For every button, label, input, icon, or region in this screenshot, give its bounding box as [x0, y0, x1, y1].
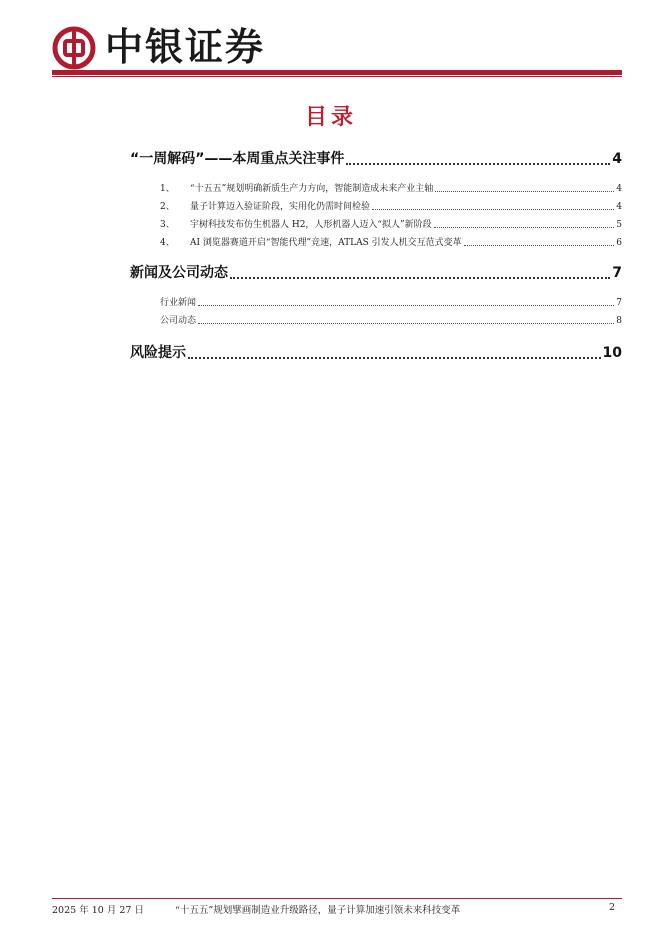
- toc-page-number: 6: [616, 238, 622, 248]
- toc-page-number: 7: [612, 265, 622, 281]
- toc-section-2[interactable]: [130, 262, 622, 282]
- toc-leader-dots: [198, 323, 614, 324]
- bank-of-china-logo-icon: [52, 26, 96, 70]
- toc-page-number: 5: [616, 220, 622, 230]
- toc-item[interactable]: [160, 295, 622, 308]
- toc-leader-dots: [230, 277, 610, 279]
- toc-section-3[interactable]: [130, 342, 622, 362]
- toc-leader-dots: [435, 191, 614, 192]
- toc-section-label: 风险提示: [130, 345, 186, 361]
- toc-item[interactable]: [160, 181, 622, 194]
- toc-leader-dots: [464, 245, 615, 246]
- toc-item-label: 宇树科技发布仿生机器人 H2，人形机器人迈入“拟人”新阶段: [190, 220, 432, 230]
- toc-item[interactable]: [160, 199, 622, 212]
- toc-section-1[interactable]: [130, 148, 622, 168]
- toc-leader-dots: [372, 209, 614, 210]
- toc-page-number: 8: [616, 316, 622, 326]
- header-divider-thin: [52, 76, 622, 77]
- toc-item-label: 公司动态: [160, 316, 197, 326]
- toc-section-label: “一周解码”——本周重点关注事件: [130, 151, 345, 167]
- footer-divider: [52, 898, 622, 899]
- toc-item-number: 3、: [160, 220, 175, 230]
- header-divider: [52, 70, 622, 75]
- toc-item[interactable]: [160, 313, 622, 326]
- toc-item-number: 1、: [160, 184, 175, 194]
- page-header: [0, 0, 662, 80]
- toc-item-label: 量子计算迈入验证阶段，实用化仍需时间检验: [190, 202, 371, 212]
- footer-report-title: “十五五”规划擘画制造业升级路径，量子计算加速引领未来科技变革: [175, 905, 461, 916]
- toc-leader-dots: [188, 357, 601, 359]
- toc-item-number: 2、: [160, 202, 175, 212]
- toc-item-label: “十五五”规划明确新质生产力方向，智能制造成未来产业主轴: [190, 184, 434, 194]
- toc-item-label: 行业新闻: [160, 298, 197, 308]
- toc-item[interactable]: [160, 217, 622, 230]
- toc-page-number: 7: [616, 298, 622, 308]
- toc-leader-dots: [198, 305, 614, 306]
- toc-leader-dots: [434, 227, 615, 228]
- toc-item[interactable]: [160, 235, 622, 248]
- toc-title: 目录: [304, 105, 357, 130]
- brand-name: 中银证券: [105, 24, 266, 69]
- toc-page-number: 10: [602, 345, 622, 361]
- toc-leader-dots: [346, 163, 610, 165]
- footer-date: 2025 年 10 月 27 日: [52, 905, 144, 916]
- footer-page-number: 2: [609, 902, 616, 913]
- toc-item-label: AI 浏览器赛道开启“智能代理”竞速，ATLAS 引发人机交互范式变革: [190, 238, 462, 248]
- toc-page-number: 4: [616, 202, 622, 212]
- toc-page-number: 4: [616, 184, 622, 194]
- toc-section-label: 新闻及公司动态: [130, 265, 228, 281]
- toc-page-number: 4: [612, 151, 622, 167]
- toc-item-number: 4、: [160, 238, 175, 248]
